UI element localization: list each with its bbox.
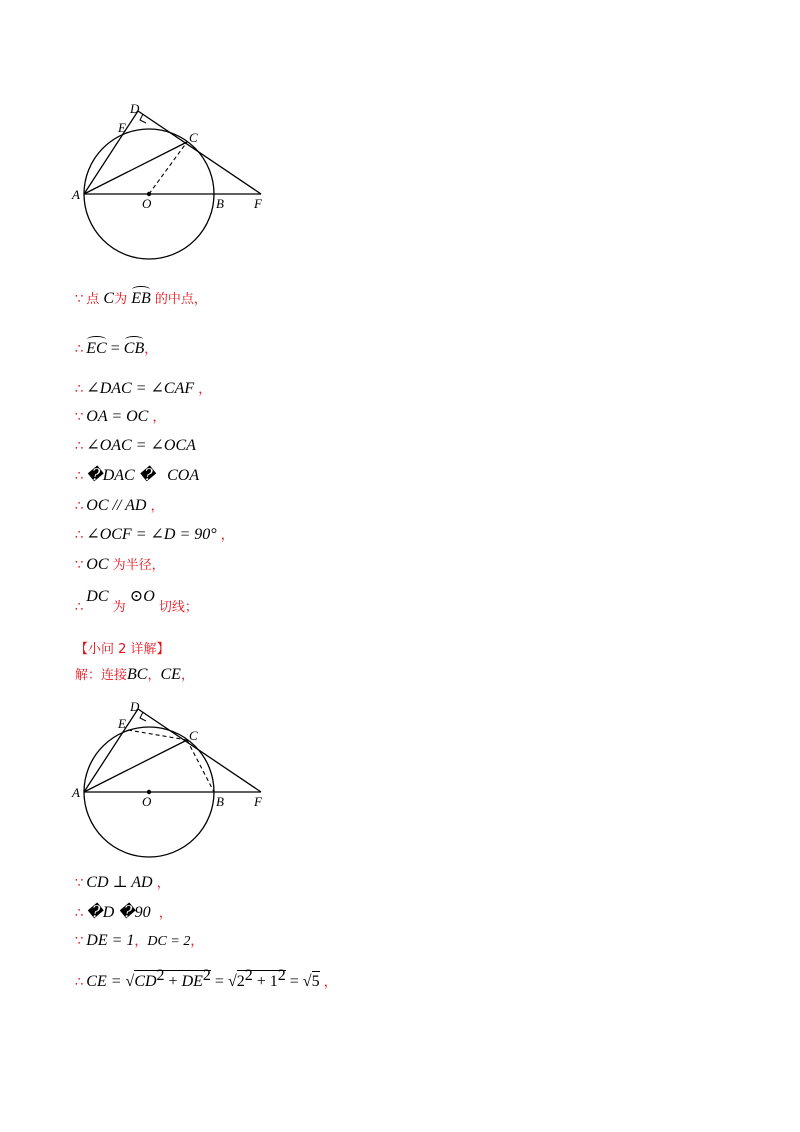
math-expression: CE xyxy=(160,666,181,683)
math-expression: DC = 2 xyxy=(147,934,191,949)
therefore-symbol: ∴ xyxy=(75,382,84,397)
label-a: A xyxy=(72,187,80,202)
sqrt-sign: √ xyxy=(302,973,312,990)
arc-ec: EC xyxy=(86,340,107,357)
proof-line-10 xyxy=(75,588,198,615)
punct: ， xyxy=(152,876,170,891)
math-c: C xyxy=(103,290,115,307)
exponent: 2 xyxy=(202,967,211,984)
exponent: 2 xyxy=(244,967,253,984)
line-ce-dashed xyxy=(128,730,187,740)
math-expression: CD ⊥ AD xyxy=(86,874,153,891)
label-b: B xyxy=(216,196,224,211)
because-symbol: ∵ xyxy=(75,934,84,949)
math-expression: ⊙O xyxy=(129,588,155,605)
exponent: 2 xyxy=(277,967,286,984)
text: 为 xyxy=(114,292,132,307)
math-expression: ∠DAC = ∠CAF xyxy=(86,380,195,397)
because-symbol: ∵ xyxy=(75,876,84,891)
proof-line-9 xyxy=(75,554,165,576)
math-expression: OC // AD xyxy=(86,497,147,514)
text: 解：连接 xyxy=(75,668,128,683)
line-ac xyxy=(84,740,187,792)
therefore-symbol: ∴ xyxy=(75,342,84,357)
line-oc-dashed xyxy=(149,142,187,194)
proof-line-13 xyxy=(75,930,203,952)
therefore-symbol: ∴ xyxy=(75,439,84,454)
label-d: D xyxy=(130,101,140,116)
proof-line-4 xyxy=(75,406,165,428)
proof-line-6 xyxy=(75,465,199,487)
proof-line-3 xyxy=(75,378,211,400)
heading-text: 【小问 2 详解】 xyxy=(75,642,170,657)
figure-1 xyxy=(66,100,276,275)
label-f: F xyxy=(254,196,262,211)
math-expression: BC xyxy=(127,666,148,683)
sqrt-radicand-2 xyxy=(236,967,286,990)
label-e: E xyxy=(118,716,126,731)
line-df xyxy=(138,111,261,194)
punct: ， xyxy=(146,499,164,514)
text: 的中点， xyxy=(150,292,207,307)
proof-line-5 xyxy=(75,435,196,457)
punct: ， xyxy=(148,410,166,425)
text: 切线； xyxy=(154,600,198,615)
math-expression: OC xyxy=(86,556,109,573)
line-bc-dashed xyxy=(187,740,214,792)
exponent: 2 xyxy=(156,967,165,984)
punct: ， xyxy=(150,906,172,921)
proof-line-8 xyxy=(75,524,234,546)
math-expression: DC xyxy=(86,588,109,605)
line-ac xyxy=(84,142,187,194)
line-ad xyxy=(84,709,138,792)
therefore-symbol: ∴ xyxy=(75,600,84,615)
therefore-symbol: ∴ xyxy=(75,499,84,514)
proof-line-11 xyxy=(75,872,170,894)
equals: = xyxy=(106,340,124,357)
math-expression: ∠OCF = ∠D = 90° xyxy=(86,526,217,543)
math-expression: OA = OC xyxy=(86,408,149,425)
plus: + xyxy=(252,973,270,990)
punct: ， xyxy=(147,668,161,683)
punct: ， xyxy=(216,528,234,543)
proof-line-7 xyxy=(75,495,164,517)
label-c: C xyxy=(189,130,198,145)
label-c: C xyxy=(189,728,198,743)
solution-line xyxy=(75,664,194,686)
because-symbol: ∵ xyxy=(75,410,84,425)
line-ad xyxy=(84,111,138,194)
punct: ， xyxy=(194,382,212,397)
punct: ， xyxy=(144,342,158,357)
therefore-symbol: ∴ xyxy=(75,975,84,990)
proof-line-14 xyxy=(75,966,337,993)
sqrt-sign: √ xyxy=(227,973,237,990)
figure-2 xyxy=(66,698,276,873)
math-term: 1 xyxy=(269,973,278,990)
math-term: 2 xyxy=(236,973,245,990)
label-o: O xyxy=(142,794,152,809)
therefore-symbol: ∴ xyxy=(75,469,84,484)
equals: = xyxy=(285,973,303,990)
label-f: F xyxy=(254,794,262,809)
label-o: O xyxy=(142,196,152,211)
punct: ， xyxy=(319,975,337,990)
punct: ， xyxy=(190,934,204,949)
therefore-symbol: ∴ xyxy=(75,906,84,921)
punct: ， xyxy=(180,668,194,683)
label-e: E xyxy=(118,120,126,135)
proof-line-12 xyxy=(75,902,172,924)
label-a: A xyxy=(72,785,80,800)
math-expression: �DAC � COA xyxy=(86,467,200,484)
sqrt-radicand-1 xyxy=(134,967,211,990)
geometry-figure-2 xyxy=(66,698,276,873)
math-term: CD xyxy=(134,973,157,990)
math-expression: DE = 1 xyxy=(86,932,135,949)
line-df xyxy=(138,709,261,792)
math-term: DE xyxy=(181,973,203,990)
sqrt-sign: √ xyxy=(125,973,135,990)
because-symbol: ∵ xyxy=(75,558,84,573)
label-b: B xyxy=(216,794,224,809)
math-expression: �D �90 xyxy=(86,904,151,921)
therefore-symbol: ∴ xyxy=(75,528,84,543)
text: 点 xyxy=(86,292,104,307)
sqrt-radicand-3: 5 xyxy=(311,973,320,990)
section-heading xyxy=(75,638,170,660)
punct: ， xyxy=(134,934,148,949)
because-symbol: ∵ xyxy=(75,292,84,307)
equals: = xyxy=(210,973,228,990)
geometry-figure-1 xyxy=(66,100,276,275)
math-lhs: CE = xyxy=(86,973,126,990)
proof-line-2 xyxy=(75,338,157,360)
text: 为半径， xyxy=(108,558,165,573)
label-d: D xyxy=(130,699,140,714)
text: 为 xyxy=(108,600,130,615)
plus: + xyxy=(164,973,182,990)
arc-eb: EB xyxy=(131,290,151,307)
arc-cb: CB xyxy=(123,340,145,357)
proof-line-1 xyxy=(75,288,207,310)
math-expression: ∠OAC = ∠OCA xyxy=(86,437,196,454)
